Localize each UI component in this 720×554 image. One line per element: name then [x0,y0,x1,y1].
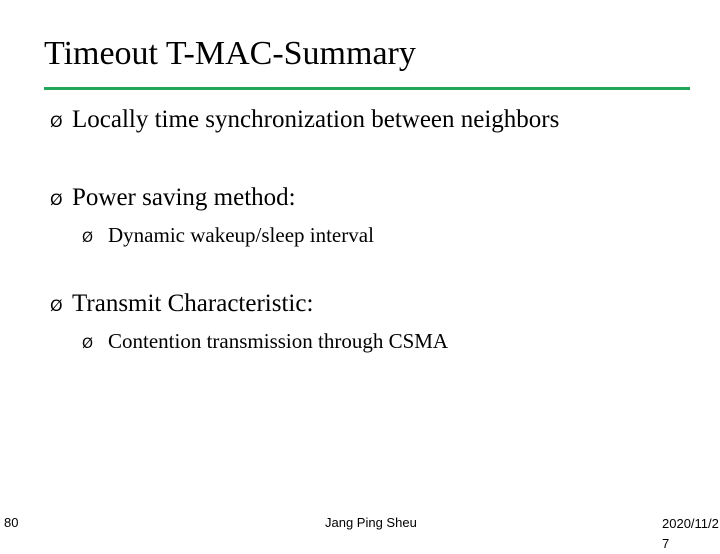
sub-bullet-text: Dynamic wakeup/sleep interval [108,223,374,247]
arrow-bullet-icon: Ø [82,336,94,352]
footer-date: 2020/11/27 [662,516,719,551]
bullet-text: Locally time synchronization between neighbors [72,106,560,133]
sub-bullet-text: Contention transmission through CSMA [108,329,449,353]
bullet-text: Power saving method: [72,184,296,211]
page-number: 80 [4,515,19,530]
sub-bullet-item [82,328,449,357]
bullet-item [50,183,296,215]
bullet-item [50,289,313,321]
arrow-bullet-icon: Ø [50,296,63,315]
sub-bullet-item [82,222,374,251]
arrow-bullet-icon: Ø [82,230,94,246]
arrow-bullet-icon: Ø [50,112,63,131]
title-underline [44,87,690,90]
bullet-text: Transmit Characteristic: [72,290,314,317]
slide-title: Timeout T-MAC-Summary [44,35,416,72]
footer-author: Jang Ping Sheu [325,515,417,530]
bullet-item [50,105,559,137]
arrow-bullet-icon: Ø [50,190,63,209]
